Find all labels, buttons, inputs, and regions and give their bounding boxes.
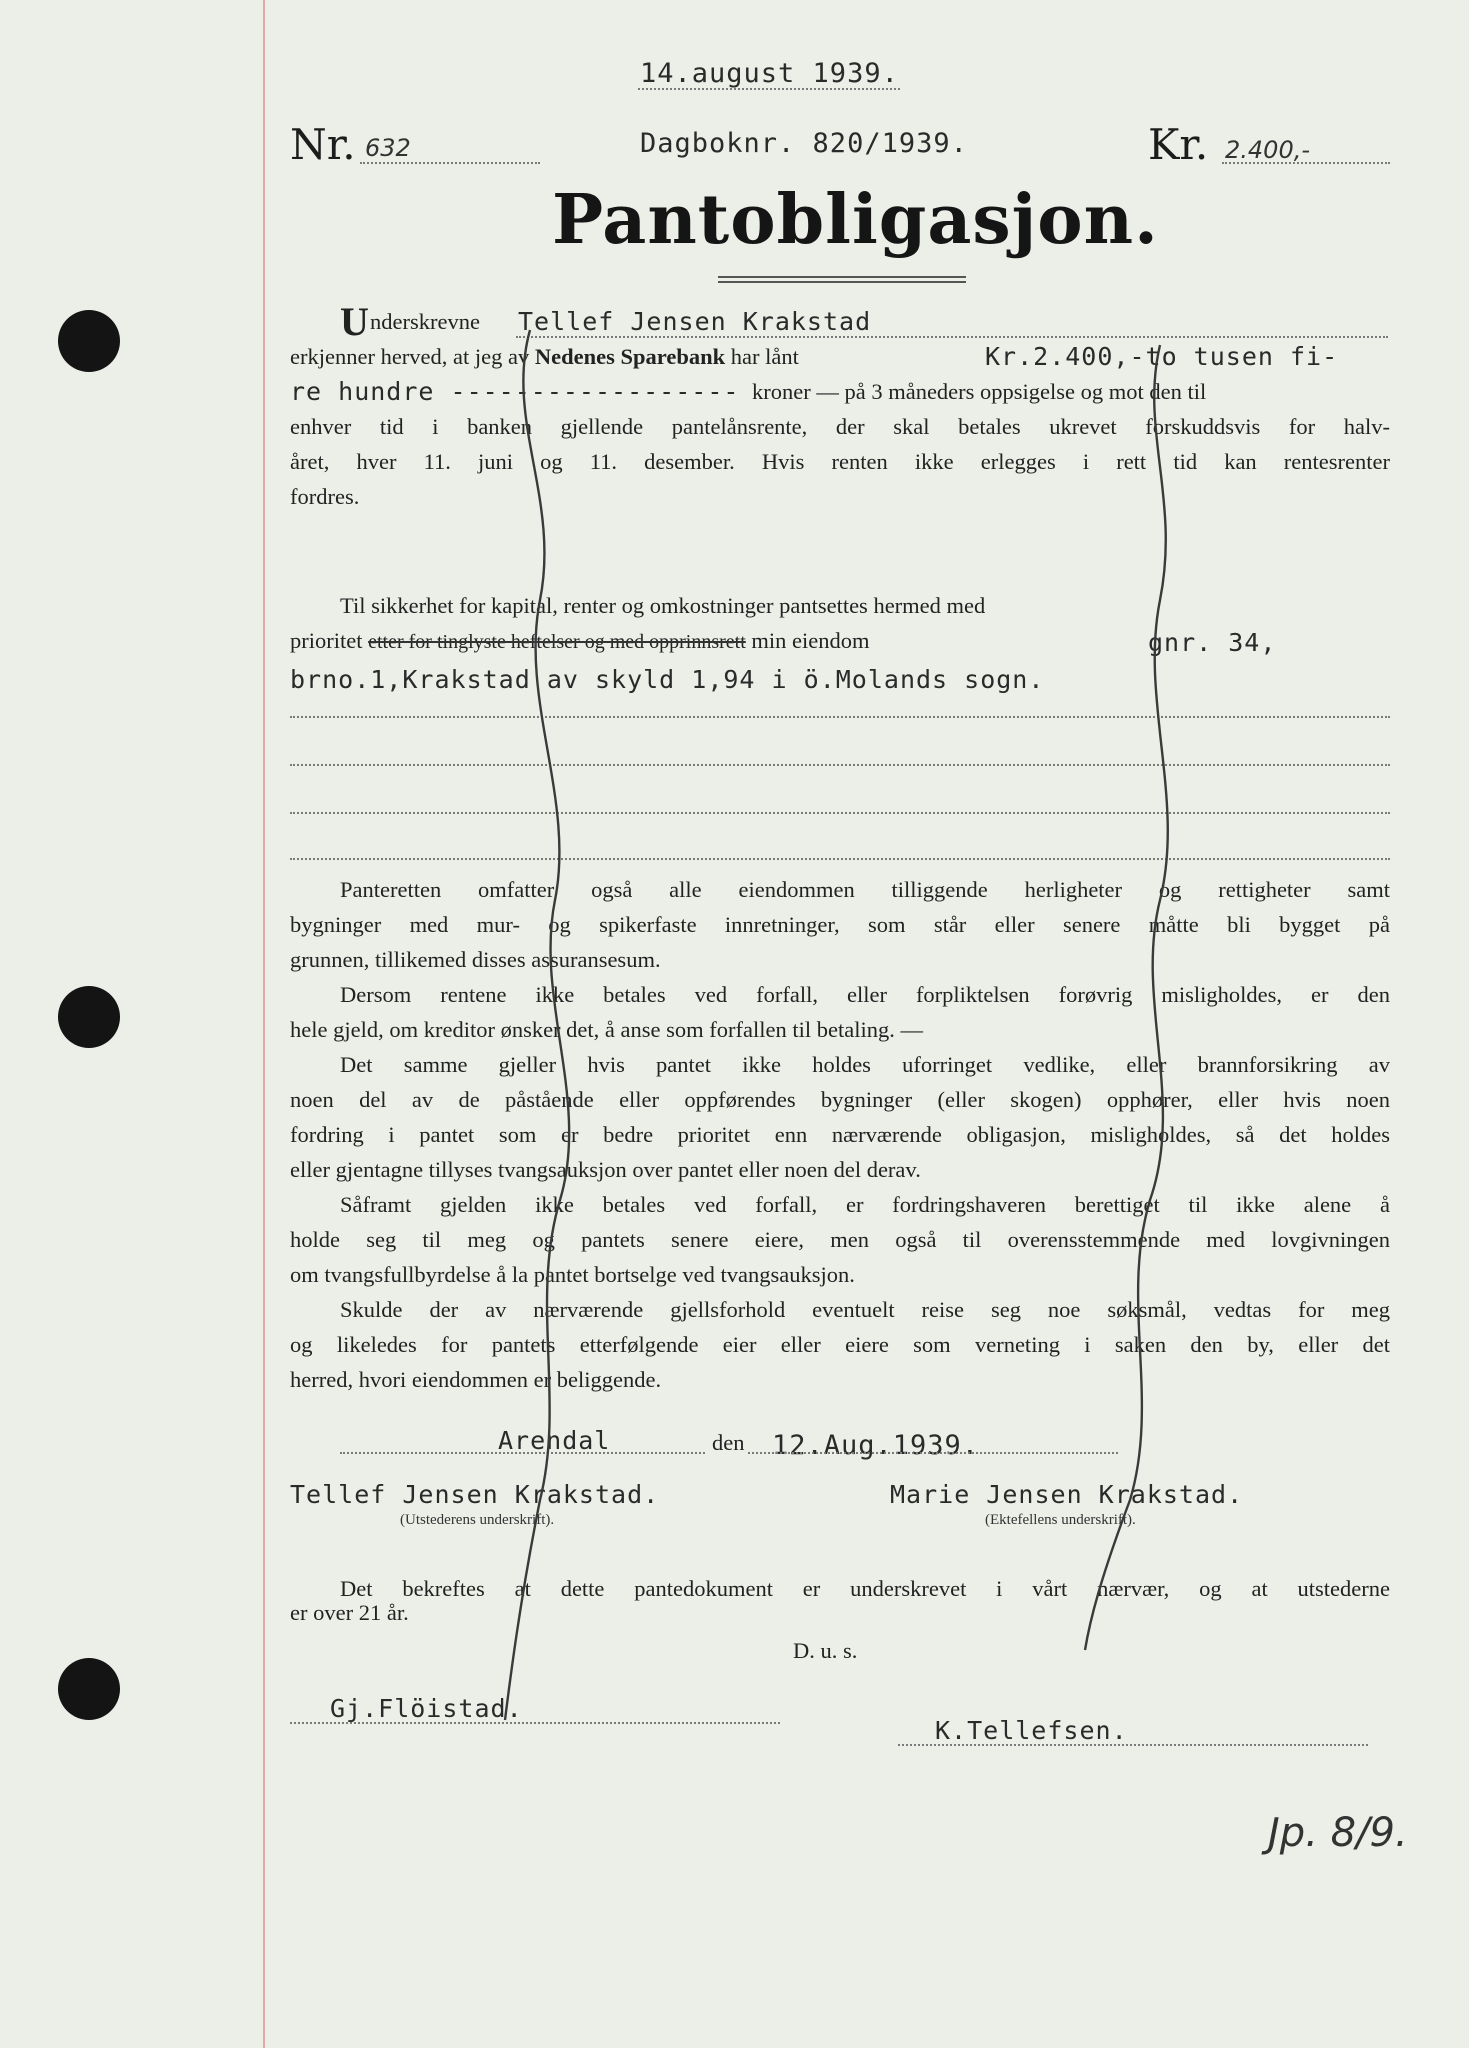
terms-p3-line-1: Panteretten omfatter også alle eiendommen tilliggende herligheter og rettigheter samt: [340, 877, 1390, 902]
clerk-initials: Jp. 8/9.: [1268, 1810, 1408, 1856]
place-city: Arendal: [498, 1426, 611, 1455]
terms-p5-line-1: Det samme gjeller hvis pantet ikke holdes uforringet vedlike, eller brannforsikring av: [340, 1052, 1390, 1077]
loan-amount-typed-2: re hundre ------------------: [290, 377, 740, 406]
header-date: 14.august 1939.: [640, 58, 899, 89]
terms-p4-line-2: hele gjeld, om kreditor ønsker det, å anse som forfallen til betaling. —: [290, 1017, 923, 1042]
loan-line-5: året, hver 11. juni og 11. desember. Hvis renten ikke erlegges i rett tid kan rentesrenter: [290, 449, 1390, 474]
spouse-caption: (Ektefellens underskrift).: [985, 1512, 1136, 1528]
kr-label: Kr.: [1148, 120, 1209, 169]
terms-p7-line-1: Skulde der av nærværende gjellsforhold eventuelt reise seg noe søksmål, vedtas for meg: [340, 1297, 1390, 1322]
document-title: Pantobligasjon.: [552, 180, 1159, 260]
loan-line-6: fordres.: [290, 484, 360, 509]
nr-label: Nr.: [290, 120, 356, 169]
terms-p7-line-3: herred, hvori eiendommen er beliggende.: [290, 1367, 662, 1392]
terms-p6-line-3: om tvangsfullbyrdelse å la pantet bortselge ved tvangsauksjon.: [290, 1262, 855, 1287]
paragraph-loan: U nderskrevne Tellef Jensen Krakstad erkjenner herved, at jeg av Nedenes Sparebank har lånt Kr.2.400,-to tusen fi- re hundre ------------------ kroner — på 3 måneders oppsigelse og mot den til enhver tid i banken gjellende pantelånsrente, der skal betales ukrevet forskuddsvis for halv- året, hver 11. juni og 11. desember. Hvis renten ikke erlegges i rett tid kan rentesrenter fordres.: [290, 304, 1390, 514]
place-den: den: [712, 1430, 745, 1455]
loan-line-b: har lånt: [730, 344, 799, 369]
witness-line-2: er over 21 år.: [290, 1600, 409, 1625]
terms-p5-line-3: fordring i pantet som er bedre prioritet enn nærværende obligasjon, misligholdes, så det holdes: [290, 1122, 1390, 1147]
place-date: 12.Aug.1939.: [772, 1430, 980, 1461]
witness-1-signature: Gj.Flöistad.: [330, 1694, 523, 1723]
dagboknr: Dagboknr. 820/1939.: [640, 128, 968, 159]
terms-p5-line-2: noen del av de påstående eller oppførendes bygninger (eller skogen) opphører, eller hvis noen: [290, 1087, 1390, 1112]
terms-p6-line-2: holde seg til meg og pantets senere eiere, men også til overensstemmende med lovgivningen: [290, 1227, 1390, 1252]
loan-line-3: kroner — på 3 måneders oppsigelse og mot den til: [752, 379, 1207, 404]
loan-line-4: enhver tid i banken gjellende pantelånsrente, der skal betales ukrevet forskuddsvis for halv-: [290, 414, 1390, 439]
witness-line-1: Det bekreftes at dette pantedokument er underskrevet i vårt nærvær, og at utstederne: [340, 1576, 1390, 1601]
security-prioritet: prioritet: [290, 628, 363, 653]
witness-dus: D. u. s.: [793, 1638, 858, 1663]
property-description: brno.1,Krakstad av skyld 1,94 i ö.Molands sogn.: [290, 665, 1045, 694]
terms-p7-line-2: og likeledes for pantets etterfølgende eier eller eiere som verneting i saken den by, eller det: [290, 1332, 1390, 1357]
terms-p3-line-2: bygninger med mur- og spikerfaste innretninger, som står eller senere måtte bli bygget på: [290, 912, 1390, 937]
issuer-signature: Tellef Jensen Krakstad.: [290, 1480, 660, 1509]
debtor-name: Tellef Jensen Krakstad: [518, 307, 872, 336]
nr-value: 632: [365, 134, 411, 162]
loan-amount-typed: Kr.2.400,-to tusen fi-: [985, 342, 1339, 371]
terms-p5-line-4: eller gjentagne tillyses tvangsauksjon over pantet eller noen del derav.: [290, 1157, 921, 1182]
cancel-stroke-left: [505, 330, 569, 1720]
farm-number: gnr. 34,: [1148, 628, 1277, 657]
loan-line-a: erkjenner herved, at jeg av: [290, 344, 530, 369]
spouse-signature: Marie Jensen Krakstad.: [890, 1480, 1244, 1509]
security-struck-text: etter for tinglyste heftelser og med opprinnsrett: [368, 631, 746, 653]
cancel-stroke-right: [1085, 345, 1168, 1650]
security-property: min eiendom: [751, 628, 870, 653]
bank-name: Nedenes Sparebank: [534, 344, 726, 369]
issuer-caption: (Utstederens underskrift).: [400, 1512, 555, 1528]
security-line-1: Til sikkerhet for kapital, renter og omkostninger pantsettes hermed med: [340, 593, 986, 618]
terms-p3-line-3: grunnen, tillikemed disses assuransesum.: [290, 947, 661, 972]
terms-p6-line-1: Såframt gjelden ikke betales ved forfall, er fordringshaveren berettiget til ikke alene å: [340, 1192, 1390, 1217]
terms-p4-line-1: Dersom rentene ikke betales ved forfall, eller forpliktelsen forøvrig misligholdes, er den: [340, 982, 1390, 1007]
kr-value: 2.400,-: [1225, 136, 1310, 164]
witness-2-signature: K.Tellefsen.: [935, 1716, 1128, 1745]
